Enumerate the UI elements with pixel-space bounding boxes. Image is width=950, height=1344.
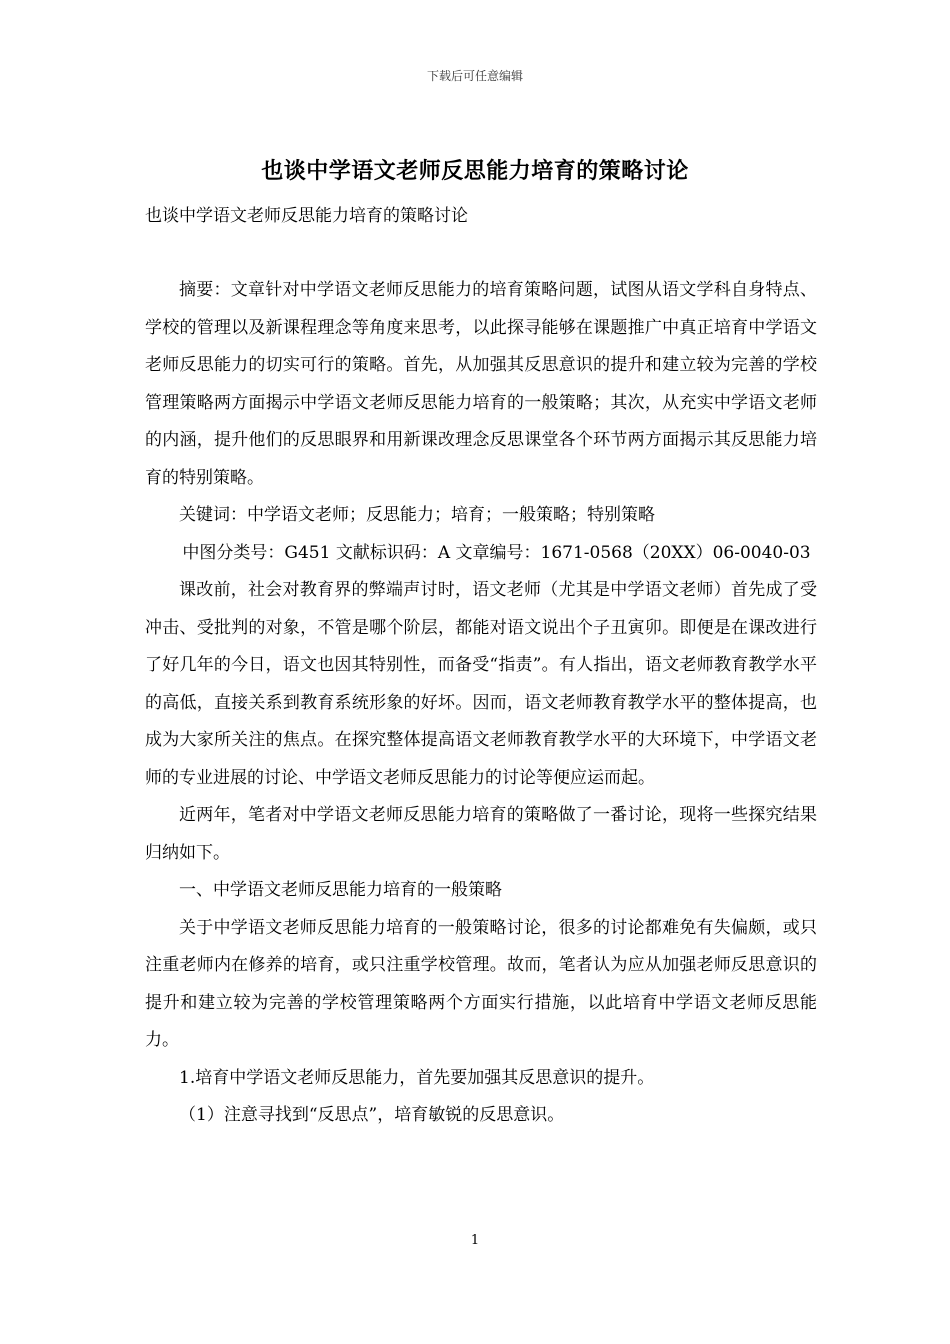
body-paragraph: 近两年，笔者对中学语文老师反思能力培育的策略做了一番讨论，现将一些探究结果归纳如下。 xyxy=(145,805,817,863)
document-subtitle: 也谈中学语文老师反思能力培育的策略讨论 xyxy=(145,206,468,226)
section-heading: 一、中学语文老师反思能力培育的一般策略 xyxy=(179,880,502,900)
page-number: 1 xyxy=(470,1233,480,1248)
body-paragraph: 关于中学语文老师反思能力培育的一般策略讨论，很多的讨论都难免有失偏颇，或只注重老师内在修养的培育，或只注重学校管理。故而，笔者认为应从加强老师反思意识的提升和建立较为完善的学校管理策略两个方面实行措施，以此培育中学语文老师反思能力。 xyxy=(145,917,817,1050)
keywords-line: 关键词：中学语文老师；反思能力；培育；一般策略；特别策略 xyxy=(179,505,655,525)
classification-line: 中图分类号：G451 文献标识码：A 文章编号：1671-0568（20XX）06-0040-03 xyxy=(182,542,811,563)
numbered-item: 1.培育中学语文老师反思能力，首先要加强其反思意识的提升。 xyxy=(179,1067,655,1088)
body-paragraph: 课改前，社会对教育界的弊端声讨时，语文老师（尤其是中学语文老师）首先成了受冲击、受批判的对象，不管是哪个阶层，都能对语文说出个子丑寅卯。即便是在课改进行了好几年的今日，语文也因其特别性，而备受“指责”。有人指出，语文老师教育教学水平的高低，直接关系到教育系统形象的好坏。因而，语文老师教育教学水平的整体提高，也成为大家所关注的焦点。在探究整体提高语文老师教育教学水平的大环境下，中学语文老师的专业进展的讨论、中学语文老师反思能力的讨论等便应运而起。 xyxy=(145,580,817,788)
document-title: 也谈中学语文老师反思能力培育的策略讨论 xyxy=(261,158,689,184)
document-body xyxy=(145,272,817,1135)
header-note: 下载后可任意编辑 xyxy=(426,69,523,83)
sub-item: （1）注意寻找到“反思点”，培育敏锐的反思意识。 xyxy=(179,1105,565,1125)
abstract-paragraph: 摘要：文章针对中学语文老师反思能力的培育策略问题，试图从语文学科自身特点、学校的管理以及新课程理念等角度来思考，以此探寻能够在课题推广中真正培育中学语文老师反思能力的切实可行的策略。首先，从加强其反思意识的提升和建立较为完善的学校管理策略两方面揭示中学语文老师反思能力培育的一般策略；其次，从充实中学语文老师的内涵，提升他们的反思眼界和用新课改理念反思课堂各个环节两方面揭示其反思能力培育的特别策略。 xyxy=(145,280,817,488)
